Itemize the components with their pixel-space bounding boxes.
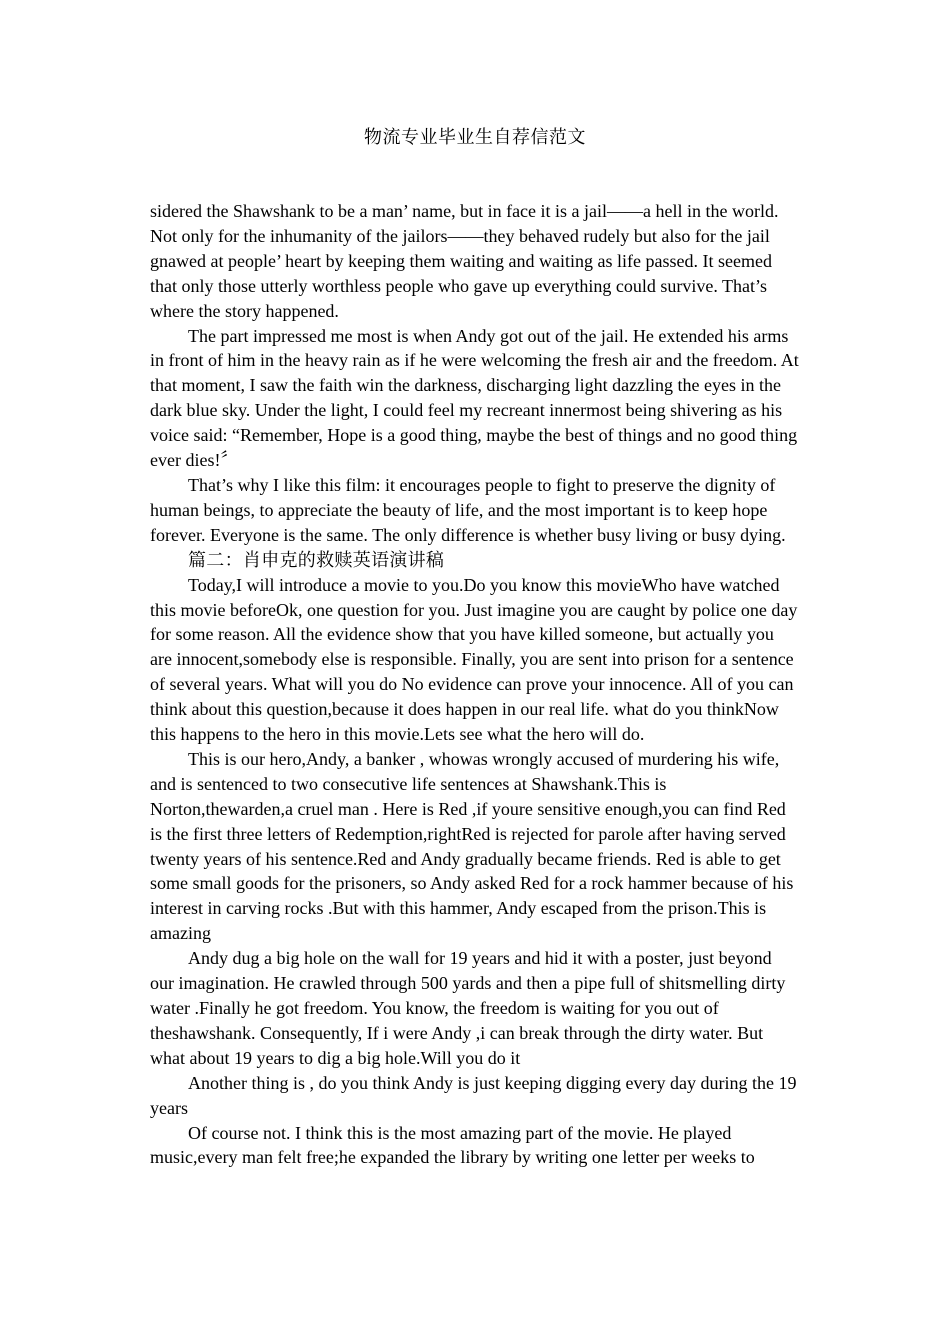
paragraph: sidered the Shawshank to be a man’ name, but in face it is a jail——a hell in the world. Not only for the inhumanity of the jailors——they behaved rudely but also for the jail gnawed at people’ heart by keeping them waiting and waiting as life passed. It seemed that only those utterly worthless people who gave up everything could survive. That’s where the story happened. bbox=[150, 201, 779, 321]
paragraph: Today,I will introduce a movie to you.Do you know this movieWho have watched this movie beforeOk, one question for you. Just imagine you are caught by police one day for some reason. All the evidence show that you have killed someone, but actually you are innocent,somebody else is responsible. Finally, you are sent into prison for a sentence of several years. What will you do No evidence can prove your innocence. All of you can think about this question,because it does happen in our real life. what do you thinkNow this happens to the hero in this movie.Lets see what the hero will do. bbox=[150, 574, 798, 745]
paragraph: Of course not. I think this is the most amazing part of the movie. He played music,every man felt free;he expanded the library by writing one letter per weeks to bbox=[150, 1122, 755, 1168]
section-heading: 篇二：肖申克的救赎英语演讲稿 bbox=[188, 549, 445, 570]
paragraph: Andy dug a big hole on the wall for 19 years and hid it with a poster, just beyond our imagination. He crawled through 500 yards and then a pipe full of shitsmelling dirty water .Finally he got freedom. You know, the freedom is waiting for you out of theshawshank. Consequently, If i were Andy ,i can break through the dirty water. But what about 19 years to dig a big hole.Will you do it bbox=[150, 948, 786, 1068]
paragraph: The part impressed me most is when Andy got out of the jail. He extended his arms in front of him in the heavy rain as if he were welcoming the fresh air and the freedom. At that moment, I saw the faith win the darkness, discharging light dazzling the eyes in the dark blue sky. Under the light, I could feel my recreant innermost being shivering as his voice said: “Remember, Hope is a good thing, maybe the best of things and no good thing ever dies!〞 bbox=[150, 325, 799, 471]
paragraph: That’s why I like this film: it encourages people to fight to preserve the dignity of human beings, to appreciate the beauty of life, and the most important is to keep hope forever. Everyone is the same. The only difference is whether busy living or busy dying. bbox=[150, 474, 786, 545]
paragraph: This is our hero,Andy, a banker , whowas wrongly accused of murdering his wife, and is sentenced to two consecutive life sentences at Shawshank.This is Norton,thewarden,a cruel man . Here is Red ,if youre sensitive enough,you can find Red is the first three letters of Redemption,rightRed is rejected for parole after having served twenty years of his sentence.Red and Andy gradually became friends. Red is able to get some small goods for the prisoners, so Andy asked Red for a rock hammer because of his interest in carving rocks .But with this hammer, Andy escaped from the prison.This is amazing bbox=[150, 748, 794, 944]
document-title: 物流专业毕业生自荐信范文 bbox=[364, 127, 586, 147]
document-body bbox=[150, 199, 800, 1170]
paragraph: Another thing is , do you think Andy is just keeping digging every day during the 19 years bbox=[150, 1072, 797, 1118]
